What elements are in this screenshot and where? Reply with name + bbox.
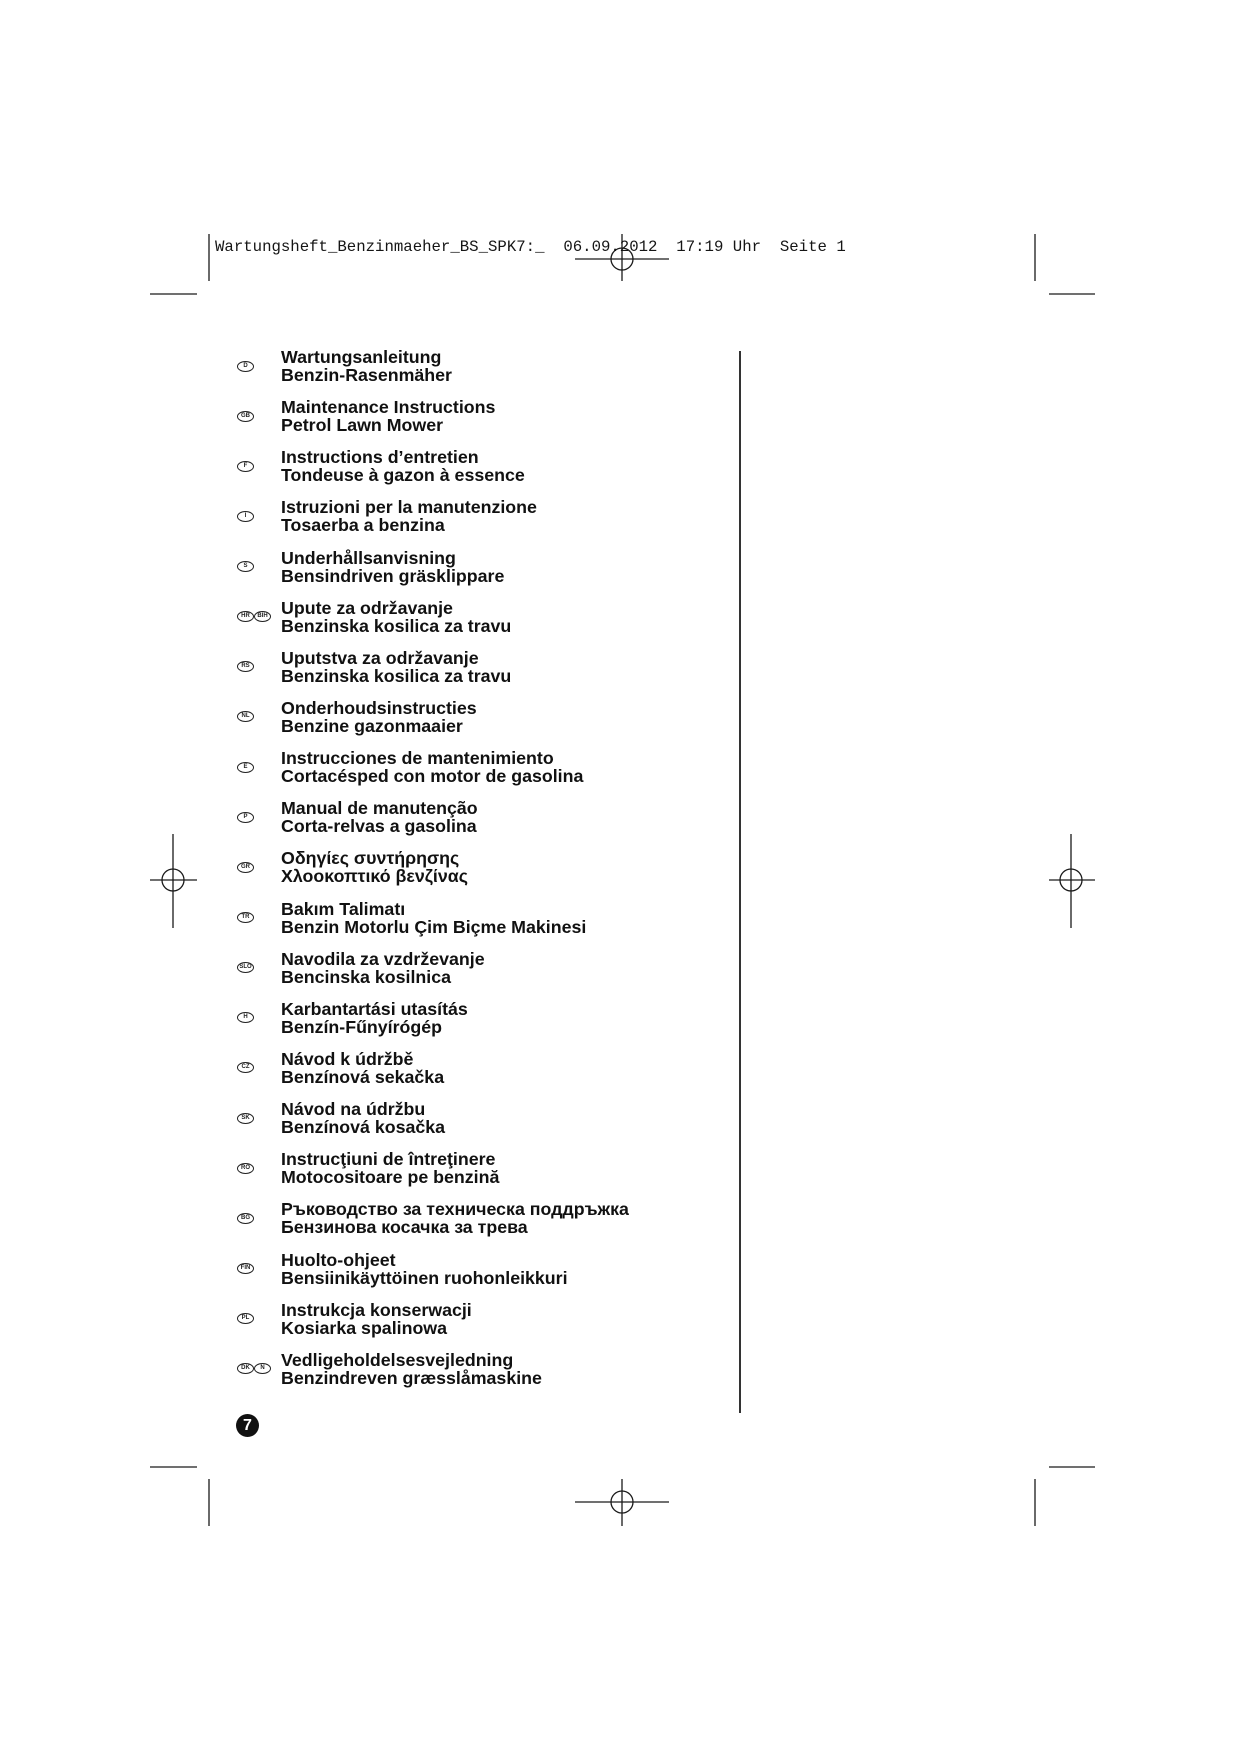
country-codes xyxy=(237,1113,254,1124)
file-name: Wartungsheft_Benzinmaeher_BS_SPK7:_ xyxy=(215,238,545,256)
language-entry xyxy=(0,348,738,398)
manual-title: Uputstva za održavanje xyxy=(281,647,479,668)
country-code-badge: PL xyxy=(237,1313,254,1324)
page-label: Seite 1 xyxy=(779,238,846,256)
entry-text xyxy=(281,498,537,534)
product-name: Bencinska kosilnica xyxy=(281,966,451,987)
product-name: Bensindriven gräsklippare xyxy=(281,565,505,586)
country-codes xyxy=(237,912,254,923)
language-entry xyxy=(0,649,738,699)
language-entry xyxy=(0,950,738,1000)
country-codes xyxy=(237,812,254,823)
manual-title: Ръководство за техническа поддръжка xyxy=(281,1199,629,1220)
registration-mark-bottom xyxy=(575,1479,669,1526)
language-entry xyxy=(0,1251,738,1301)
country-codes xyxy=(237,511,254,522)
country-codes xyxy=(237,1363,271,1374)
country-code-badge: FIN xyxy=(237,1263,254,1274)
entry-text xyxy=(281,1200,629,1236)
country-codes xyxy=(237,361,254,372)
entry-text xyxy=(281,1050,444,1086)
language-entry xyxy=(0,398,738,448)
country-codes xyxy=(237,1313,254,1324)
manual-title: Underhållsanvisning xyxy=(281,547,456,568)
manual-title: Οδηγίες συντήρησης xyxy=(281,848,460,869)
entry-text xyxy=(281,398,495,434)
language-entry xyxy=(0,1100,738,1150)
product-name: Benzin Motorlu Çim Biçme Makinesi xyxy=(281,916,587,937)
product-name: Бензинова косачка за трева xyxy=(281,1217,528,1238)
product-name: Χλοοκοπτικό βενζίνας xyxy=(281,866,468,887)
column-divider xyxy=(739,351,741,1413)
product-name: Kosiarka spalinowa xyxy=(281,1317,448,1338)
print-slug xyxy=(215,238,846,256)
entry-text xyxy=(281,448,525,484)
language-entry xyxy=(0,799,738,849)
language-list xyxy=(0,348,738,1401)
country-code-badge: P xyxy=(237,812,254,823)
product-name: Corta-relvas a gasolina xyxy=(281,816,477,837)
country-codes xyxy=(237,1263,254,1274)
language-entry xyxy=(0,549,738,599)
language-entry xyxy=(0,1351,738,1401)
country-codes xyxy=(237,1062,254,1073)
country-codes xyxy=(237,461,254,472)
entry-text xyxy=(281,1301,472,1337)
manual-title: Wartungsanleitung xyxy=(281,347,442,367)
entry-text xyxy=(281,749,583,785)
product-name: Tondeuse à gazon à essence xyxy=(281,465,525,486)
language-entry xyxy=(0,1000,738,1050)
product-name: Benzínová kosačka xyxy=(281,1117,446,1138)
country-code-badge: S xyxy=(237,561,254,572)
country-code-badge: TR xyxy=(237,912,254,923)
country-code-badge: BIH xyxy=(254,611,271,622)
entry-text xyxy=(281,348,452,384)
entry-text xyxy=(281,649,511,685)
country-codes xyxy=(237,962,254,973)
manual-title: Karbantartási utasítás xyxy=(281,998,468,1019)
product-name: Benzin-Rasenmäher xyxy=(281,365,452,385)
entry-text xyxy=(281,1000,468,1036)
entry-text xyxy=(281,1100,445,1136)
crop-mark-top-right xyxy=(1035,234,1095,294)
country-codes xyxy=(237,1012,254,1023)
product-name: Petrol Lawn Mower xyxy=(281,415,444,436)
country-codes xyxy=(237,862,254,873)
country-codes xyxy=(237,411,254,422)
product-name: Benzindreven græsslåmaskine xyxy=(281,1367,542,1388)
manual-title: Instructions d’entretien xyxy=(281,447,479,468)
manual-title: Huolto-ohjeet xyxy=(281,1249,396,1270)
page-number-badge: 7 xyxy=(236,1414,259,1437)
print-date: 06.09.2012 xyxy=(563,238,658,256)
language-entry xyxy=(0,1050,738,1100)
language-entry xyxy=(0,1150,738,1200)
manual-title: Navodila za vzdrževanje xyxy=(281,948,485,969)
manual-title: Návod na údržbu xyxy=(281,1099,426,1120)
entry-text xyxy=(281,549,504,585)
country-codes xyxy=(237,661,254,672)
product-name: Cortacésped con motor de gasolina xyxy=(281,766,584,787)
country-code-badge: DK xyxy=(237,1363,254,1374)
country-codes xyxy=(237,762,254,773)
country-codes xyxy=(237,1213,254,1224)
entry-text xyxy=(281,699,477,735)
language-entry xyxy=(0,749,738,799)
manual-title: Onderhoudsinstructies xyxy=(281,697,477,718)
language-entry xyxy=(0,1301,738,1351)
country-code-badge: GR xyxy=(237,862,254,873)
manual-title: Maintenance Instructions xyxy=(281,397,496,418)
language-entry xyxy=(0,448,738,498)
manual-title: Instrucţiuni de întreţinere xyxy=(281,1149,496,1170)
product-name: Benzinska kosilica za travu xyxy=(281,615,512,636)
entry-text xyxy=(281,849,468,885)
manual-title: Upute za održavanje xyxy=(281,597,453,618)
language-entry xyxy=(0,498,738,548)
entry-text xyxy=(281,1150,499,1186)
language-entry xyxy=(0,1200,738,1250)
language-entry xyxy=(0,599,738,649)
country-code-badge: F xyxy=(237,461,254,472)
manual-title: Návod k údržbě xyxy=(281,1048,414,1069)
country-code-badge: I xyxy=(237,511,254,522)
country-codes xyxy=(237,561,254,572)
product-name: Benzinska kosilica za travu xyxy=(281,665,512,686)
country-code-badge: RS xyxy=(237,661,254,672)
country-code-badge: SLO xyxy=(237,962,254,973)
language-entry xyxy=(0,699,738,749)
country-code-badge: D xyxy=(237,361,254,372)
entry-text xyxy=(281,900,586,936)
entry-text xyxy=(281,599,511,635)
manual-title: Instrucciones de mantenimiento xyxy=(281,748,554,769)
country-codes xyxy=(237,611,271,622)
country-code-badge: GB xyxy=(237,411,254,422)
country-codes xyxy=(237,1163,254,1174)
product-name: Benzine gazonmaaier xyxy=(281,715,463,736)
entry-text xyxy=(281,1351,542,1387)
country-code-badge: RO xyxy=(237,1163,254,1174)
crop-mark-bottom-left xyxy=(150,1467,209,1526)
manual-title: Vedligeholdelsesvejledning xyxy=(281,1349,514,1370)
country-code-badge: H xyxy=(237,1012,254,1023)
print-time: 17:19 Uhr xyxy=(676,238,762,256)
product-name: Benzínová sekačka xyxy=(281,1066,445,1087)
manual-title: Istruzioni per la manutenzione xyxy=(281,497,537,518)
country-code-badge: E xyxy=(237,762,254,773)
country-code-badge: CZ xyxy=(237,1062,254,1073)
entry-text xyxy=(281,1251,568,1287)
manual-title: Manual de manutenção xyxy=(281,798,478,819)
product-name: Tosaerba a benzina xyxy=(281,515,445,536)
language-entry xyxy=(0,900,738,950)
entry-text xyxy=(281,799,478,835)
manual-title: Bakım Talimatı xyxy=(281,898,406,919)
country-code-badge: HR xyxy=(237,611,254,622)
crop-mark-top-left xyxy=(150,234,209,294)
country-code-badge: BG xyxy=(237,1213,254,1224)
product-name: Bensiinikäyttöinen ruohonleikkuri xyxy=(281,1267,568,1288)
product-name: Benzín-Fűnyírógép xyxy=(281,1016,443,1037)
country-code-badge: SK xyxy=(237,1113,254,1124)
registration-mark-right xyxy=(1049,834,1095,928)
product-name: Motocositoare pe benzină xyxy=(281,1167,500,1188)
crop-mark-bottom-right xyxy=(1035,1467,1095,1526)
country-code-badge: NL xyxy=(237,711,254,722)
language-entry xyxy=(0,849,738,899)
country-code-badge: N xyxy=(254,1363,271,1374)
manual-title: Instrukcja konserwacji xyxy=(281,1299,472,1320)
country-codes xyxy=(237,711,254,722)
entry-text xyxy=(281,950,485,986)
